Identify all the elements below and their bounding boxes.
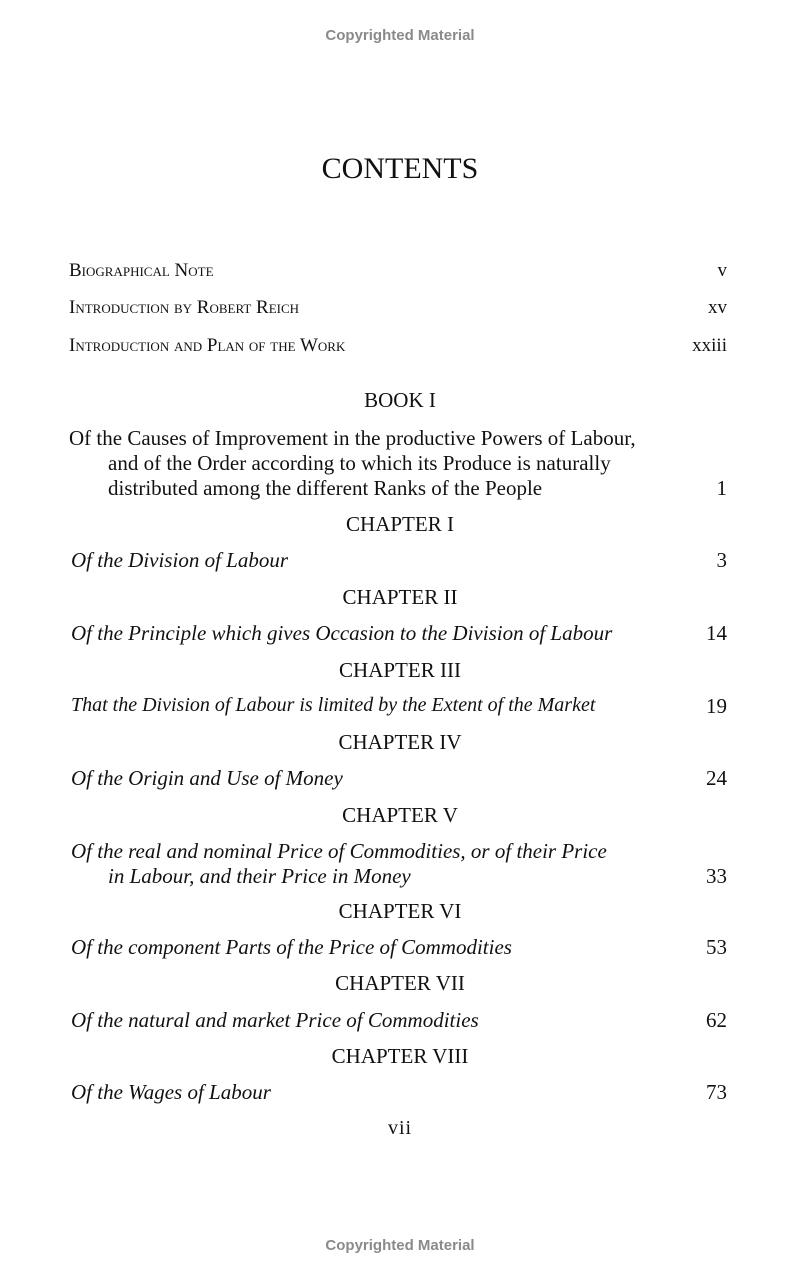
front-matter-row <box>69 297 727 321</box>
chapter-heading: CHAPTER II <box>342 585 458 609</box>
chapter-heading: CHAPTER III <box>339 658 461 682</box>
chapter-page: 33 <box>706 864 727 888</box>
chapter-heading: CHAPTER VIII <box>331 1044 469 1068</box>
chapter-page: 14 <box>706 621 727 645</box>
front-matter-page: xxiii <box>692 335 727 356</box>
book-heading: BOOK I <box>364 388 436 412</box>
book-desc-line: and of the Order according to which its Produce is naturally <box>108 451 611 475</box>
chapter-title: Of the real and nominal Price of Commodities, or of their Price <box>71 839 607 863</box>
front-matter-row <box>69 335 727 359</box>
book-desc-line: distributed among the different Ranks of the People <box>108 476 543 500</box>
front-matter-label: Introduction by Robert Reich <box>69 297 300 318</box>
chapter-page: 24 <box>706 766 727 790</box>
chapter-page: 73 <box>706 1080 727 1104</box>
chapter-title: Of the natural and market Price of Commodities <box>71 1008 479 1032</box>
front-matter-page: v <box>717 260 727 281</box>
book-desc-line: Of the Causes of Improvement in the productive Powers of Labour, <box>69 426 636 450</box>
chapter-page: 53 <box>706 935 727 959</box>
chapter-page: 62 <box>706 1008 727 1032</box>
book-page: 1 <box>716 476 727 500</box>
front-matter-page: xv <box>708 297 727 318</box>
front-matter-label: Introduction and Plan of the Work <box>69 335 346 356</box>
chapter-title: Of the component Parts of the Price of Commodities <box>71 935 512 959</box>
watermark-top: Copyrighted Material <box>325 27 475 44</box>
page-number: vii <box>387 1117 413 1139</box>
chapter-title: Of the Division of Labour <box>71 548 289 572</box>
chapter-title: Of the Origin and Use of Money <box>71 766 343 790</box>
chapter-title: in Labour, and their Price in Money <box>108 864 411 888</box>
chapter-title: Of the Principle which gives Occasion to the Division of Labour <box>71 621 613 645</box>
watermark-bottom: Copyrighted Material <box>325 1237 475 1254</box>
chapter-title: That the Division of Labour is limited by the Extent of the Market <box>71 694 596 716</box>
page-title: CONTENTS <box>321 152 479 185</box>
chapter-page: 19 <box>706 694 727 718</box>
chapter-heading: CHAPTER IV <box>338 730 462 754</box>
chapter-heading: CHAPTER V <box>342 803 458 827</box>
front-matter-row <box>69 260 727 284</box>
chapter-heading: CHAPTER VI <box>338 899 462 923</box>
chapter-heading: CHAPTER I <box>346 512 454 536</box>
front-matter-label: Biographical Note <box>69 260 214 281</box>
chapter-heading: CHAPTER VII <box>335 971 465 995</box>
chapter-page: 3 <box>716 548 727 572</box>
chapter-title: Of the Wages of Labour <box>71 1080 271 1104</box>
